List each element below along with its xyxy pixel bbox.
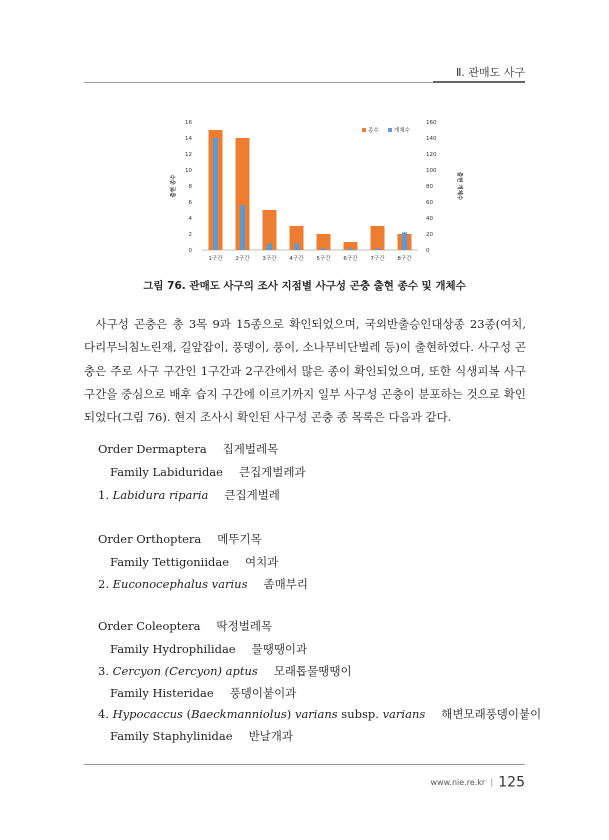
order-latin: Order Coleoptera bbox=[98, 619, 201, 633]
family-row bbox=[110, 728, 293, 744]
x-tick-label: 6구간 bbox=[343, 256, 358, 262]
family-latin: Family Staphylinidae bbox=[110, 729, 233, 743]
species-number: 3. bbox=[98, 664, 109, 678]
family-row bbox=[110, 641, 307, 657]
family-korean: 물땡땡이과 bbox=[251, 642, 308, 656]
x-tick-label: 7구간 bbox=[370, 256, 385, 262]
order-latin: Order Dermaptera bbox=[98, 442, 207, 456]
species-latin: Labidura riparia bbox=[112, 488, 209, 502]
species-korean: 모래톱물땡땡이 bbox=[273, 664, 352, 678]
y2-tick-label: 160 bbox=[426, 120, 437, 126]
page-number: 125 bbox=[498, 774, 525, 791]
y2-tick-label: 40 bbox=[426, 216, 433, 222]
legend-swatch bbox=[362, 128, 366, 132]
bar-individual-count bbox=[240, 205, 245, 250]
y2-tick-label: 100 bbox=[426, 168, 437, 174]
x-tick-label: 4구간 bbox=[289, 256, 304, 262]
footer-url: www.nie.re.kr bbox=[430, 778, 486, 787]
subspecies-epithet: varians bbox=[382, 707, 426, 721]
species-row bbox=[98, 706, 541, 722]
family-korean: 큰집게벌레과 bbox=[238, 465, 306, 479]
bar-individual-count bbox=[267, 244, 272, 250]
order-row bbox=[98, 618, 272, 634]
family-latin: Family Hydrophilidae bbox=[110, 642, 236, 656]
y2-axis-title: 출현 개체수 bbox=[456, 171, 462, 201]
order-korean: 메뚜기목 bbox=[217, 532, 262, 546]
paren-open: ( bbox=[182, 707, 192, 721]
figure-caption: 그림 76. 관매도 사구의 조사 지점별 사구성 곤충 출현 종수 및 개체수 bbox=[143, 280, 466, 292]
family-row bbox=[110, 554, 278, 570]
subgenus-name: Baeckmanniolus bbox=[191, 707, 287, 721]
family-row bbox=[110, 464, 306, 480]
legend-label: 종수 bbox=[368, 128, 379, 134]
bar-individual-count bbox=[321, 248, 326, 250]
legend-label: 개체수 bbox=[394, 128, 410, 134]
species-number: 2. bbox=[98, 577, 109, 591]
species-latin: Cercyon (Cercyon) aptus bbox=[112, 664, 258, 678]
y-tick-label: 16 bbox=[185, 120, 192, 126]
family-latin: Family Tettigoniidae bbox=[110, 555, 230, 569]
family-korean: 여치과 bbox=[245, 555, 279, 569]
order-korean: 집게벌레목 bbox=[222, 442, 279, 456]
bar-individual-count bbox=[348, 248, 353, 250]
y2-tick-label: 60 bbox=[426, 200, 433, 206]
footer-divider bbox=[84, 764, 525, 765]
bar-individual-count bbox=[213, 138, 218, 250]
footer-separator: | bbox=[490, 777, 494, 788]
species-korean: 해변모래풍뎅이붙이 bbox=[441, 707, 542, 721]
y-tick-label: 8 bbox=[188, 184, 192, 190]
insect-bar-chart bbox=[160, 112, 470, 272]
y-tick-label: 12 bbox=[185, 152, 192, 158]
family-korean: 풍뎅이붙이과 bbox=[229, 686, 297, 700]
order-latin: Order Orthoptera bbox=[98, 532, 202, 546]
species-latin: Euconocephalus varius bbox=[112, 577, 248, 591]
bar-individual-count bbox=[375, 248, 380, 250]
family-latin: Family Labiduridae bbox=[110, 465, 223, 479]
y-tick-label: 4 bbox=[188, 216, 192, 222]
x-tick-label: 3구간 bbox=[262, 256, 277, 262]
species-number: 1. bbox=[98, 488, 109, 502]
order-korean: 딱정벌레목 bbox=[216, 619, 273, 633]
family-korean: 반날개과 bbox=[248, 729, 293, 743]
order-row bbox=[98, 531, 262, 547]
body-paragraph: 사구성 곤충은 총 3목 9과 15종으로 확인되었으며, 국외반출승인대상종 23종(여치, 다리무늬침노린재, 길앞잡이, 풍뎅이, 풍이, 소나무비단벌레 등)이 출현하였다. 사구성 곤충은 주로 사구 구간인 1구간과 2구간에서 많은 종이 확인되었으며, 또한 식생피복 사구 구간을 중심으로 배후 습지 구간에 이르기까지 일부 사구성 곤충이 분포하는 것으로 확인되었다(그림 76). 현지 조사시 확인된 사구성 곤충 종 목록은 다음과 같다. bbox=[84, 317, 526, 425]
bar-species-count bbox=[371, 226, 385, 250]
y2-tick-label: 140 bbox=[426, 136, 437, 142]
legend-swatch bbox=[388, 128, 392, 132]
page-footer bbox=[431, 772, 525, 791]
y-tick-label: 14 bbox=[185, 136, 192, 142]
y2-tick-label: 80 bbox=[426, 184, 433, 190]
subspecies-marker: subsp. bbox=[337, 707, 383, 721]
bar-species-count bbox=[317, 234, 331, 250]
order-row bbox=[98, 441, 278, 457]
y2-tick-label: 120 bbox=[426, 152, 437, 158]
y-tick-label: 0 bbox=[188, 248, 192, 254]
species-korean: 큰집게벌레 bbox=[224, 488, 280, 502]
species-korean: 좀매부리 bbox=[263, 577, 308, 591]
paren-close: ) bbox=[286, 707, 295, 721]
y2-tick-label: 20 bbox=[426, 232, 433, 238]
x-tick-label: 1구간 bbox=[208, 256, 223, 262]
bar-individual-count bbox=[402, 232, 407, 250]
species-number: 4. bbox=[98, 707, 109, 721]
header-divider-accent bbox=[433, 81, 525, 83]
species-row bbox=[98, 576, 308, 592]
species-row bbox=[98, 663, 352, 679]
x-tick-label: 2구간 bbox=[235, 256, 250, 262]
x-tick-label: 5구간 bbox=[316, 256, 331, 262]
bar-individual-count bbox=[294, 244, 299, 250]
x-tick-label: 8구간 bbox=[397, 256, 412, 262]
y-tick-label: 6 bbox=[188, 200, 192, 206]
species-epithet: varians bbox=[294, 707, 338, 721]
family-latin: Family Histeridae bbox=[110, 686, 214, 700]
y-tick-label: 2 bbox=[188, 232, 192, 238]
y-axis-title: 출현 종수 bbox=[171, 174, 177, 198]
y-tick-label: 10 bbox=[185, 168, 192, 174]
species-row bbox=[98, 487, 280, 503]
section-header: Ⅱ. 관매도 사구 bbox=[455, 66, 525, 79]
genus-name: Hypocaccus bbox=[112, 707, 183, 721]
family-row bbox=[110, 685, 296, 701]
y2-tick-label: 0 bbox=[426, 248, 430, 254]
